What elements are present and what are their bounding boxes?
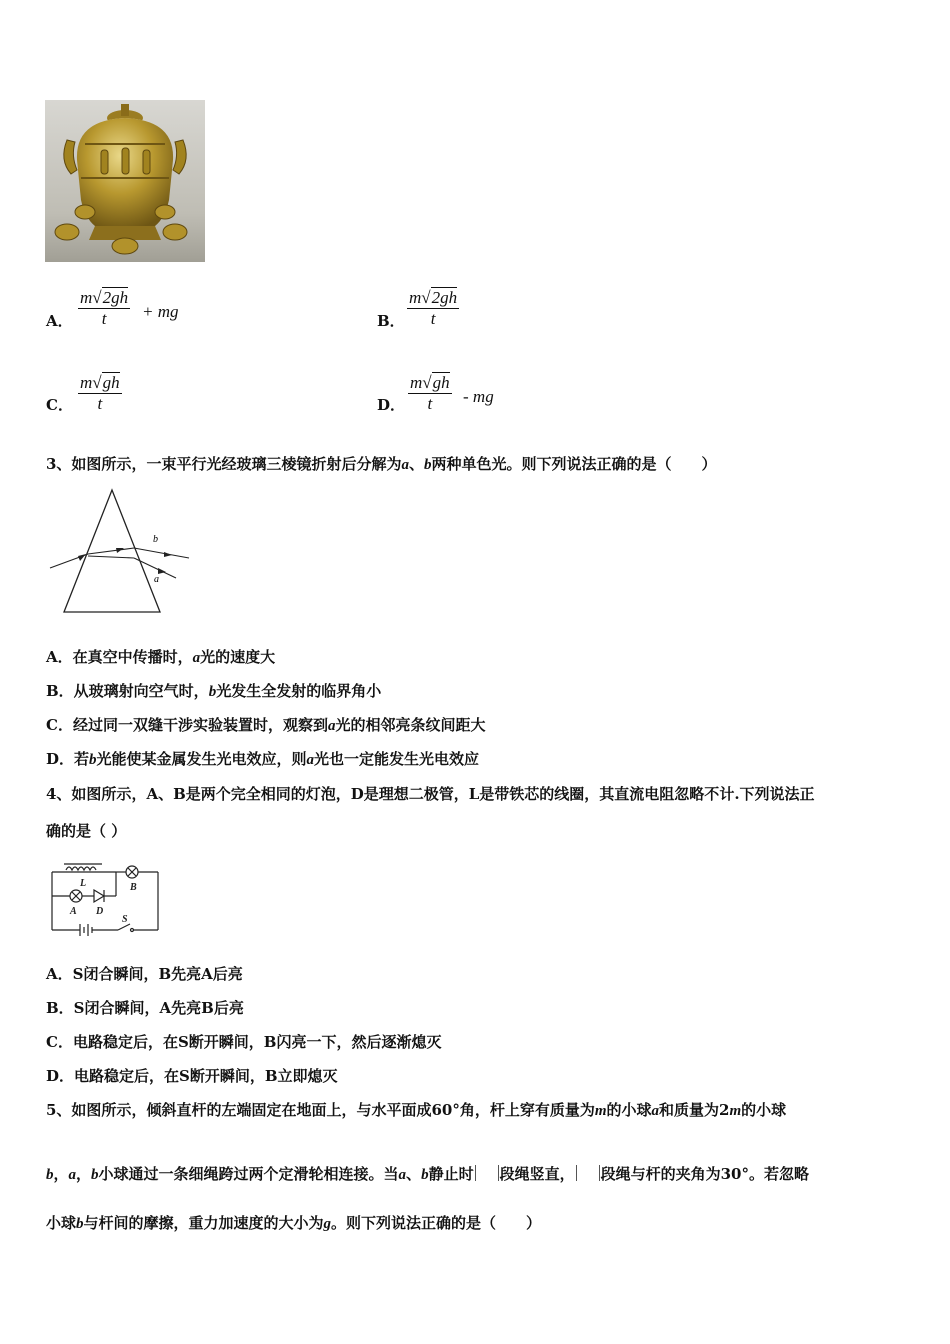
q3-stem — [46, 453, 716, 474]
q5-l2-comma: ， — [53, 1165, 69, 1183]
seismograph-photo — [45, 100, 205, 262]
q2-option-a-fraction: $\frac{m√2gh}{t}$ — [80, 288, 129, 328]
q5-l2-t1: 小球通过一条细绳跨过两个定滑轮相连接。当 — [98, 1165, 399, 1183]
q3-od-pre: D．若 — [46, 750, 90, 768]
q5-l1-m2: m — [729, 1103, 742, 1119]
prism-figure — [46, 486, 196, 618]
q3-oc-var: a — [327, 718, 336, 734]
q3-oa-post: 光的速度大 — [200, 648, 276, 666]
q2-option-d-label: D． — [377, 396, 406, 414]
q3-option-c — [46, 714, 485, 735]
q3-option-b — [46, 680, 381, 701]
circuit-figure — [46, 856, 166, 938]
q5-l3-b: b — [76, 1216, 84, 1232]
q3-var-a: a — [401, 457, 409, 473]
q3-oc-post: 光的相邻亮条纹间距大 — [335, 716, 486, 734]
q5-l2-t2: 静止时 — [428, 1165, 474, 1183]
q5-l2-t3: 段绳竖直， — [499, 1165, 575, 1183]
q5-l3-mid: 与杆间的摩擦，重力加速度的大小为 — [83, 1214, 324, 1232]
q2-option-b-label: B． — [377, 312, 405, 330]
q5-l3-pre: 小球 — [46, 1214, 77, 1232]
prism-label-b: b — [153, 534, 158, 545]
q5-l1-pre: 5、如图所示，倾斜直杆的左端固定在地面上，与水平面成60°角，杆上穿有质量为 — [46, 1101, 595, 1119]
q2-c-den: t — [97, 394, 103, 413]
q2-b-rad: 2gh — [431, 288, 458, 307]
circuit-label-a: A — [70, 906, 77, 917]
q3-ob-post: 光发生全发射的临界角小 — [216, 682, 382, 700]
q4-option-c: C．电路稳定后，在S断开瞬间，B闪亮一下，然后逐渐熄灭 — [46, 1033, 442, 1051]
q5-l2-t4: 段绳与杆的夹角为30°。若忽略 — [600, 1165, 809, 1183]
q3-oa-var: a — [192, 650, 201, 666]
q3-option-d — [46, 748, 479, 769]
q5-line3 — [46, 1212, 541, 1233]
q5-l2-b: b — [46, 1167, 54, 1183]
q5-l1-mid: 的小球 — [606, 1101, 652, 1119]
q5-l1-mid2: 和质量为2 — [659, 1101, 730, 1119]
q3-stem-pre: 3、如图所示，一束平行光经玻璃三棱镜折射后分解为 — [46, 455, 402, 473]
q4-stem-line2: 确的是（ ） — [46, 822, 127, 840]
circuit-label-l: L — [80, 878, 87, 889]
q4-option-d: D．电路稳定后，在S断开瞬间，B立即熄灭 — [46, 1067, 338, 1085]
q2-b-den: t — [430, 309, 436, 328]
q2-option-a-label: A． — [46, 312, 73, 330]
q2-option-d-tail: - mg — [463, 387, 494, 406]
q5-line1 — [46, 1099, 786, 1120]
q3-ob-var: b — [208, 684, 217, 700]
q2-d-den: t — [427, 394, 433, 413]
q5-l2-a: a — [68, 1167, 77, 1183]
q2-c-rad: gh — [102, 373, 120, 392]
q5-l1-m: m — [594, 1103, 607, 1119]
q2-a-den: t — [101, 309, 107, 328]
q3-var-b: b — [423, 457, 432, 473]
q5-l2-a2: a — [398, 1167, 407, 1183]
q2-option-b-fraction: $\frac{m√2gh}{t}$ — [409, 288, 458, 328]
q2-option-c-label: C． — [46, 396, 73, 414]
q2-d-rad: gh — [432, 373, 450, 392]
q5-l1-a: a — [651, 1103, 660, 1119]
q5-l3-g: g — [323, 1216, 332, 1232]
q3-od-post2: 光也一定能发生光电效应 — [314, 750, 480, 768]
q3-oc-pre: C．经过同一双缝干涉实验装置时，观察到 — [46, 716, 328, 734]
missing-glyph-icon — [576, 1165, 600, 1181]
q2-option-a-tail: + mg — [142, 302, 179, 321]
q3-option-a — [46, 646, 275, 667]
q4-option-a: A．S闭合瞬间，B先亮A后亮 — [46, 965, 243, 983]
q3-sep: 、 — [408, 455, 424, 473]
q2-option-c-fraction: $\frac{m√gh}{t}$ — [80, 373, 120, 413]
prism-label-a: a — [154, 574, 159, 585]
q5-l1-post: 的小球 — [741, 1101, 787, 1119]
q5-l2-b3: b — [421, 1167, 429, 1183]
q4-option-b: B．S闭合瞬间，A先亮B后亮 — [46, 999, 244, 1017]
q4-stem-line1: 4、如图所示，A、B是两个完全相同的灯泡，D是理想二极管，L是带铁芯的线圈，其直流电阻忽略不计.下列说法正 — [46, 785, 815, 803]
circuit-label-s: S — [122, 914, 128, 925]
q3-ob-pre: B．从玻璃射向空气时， — [46, 682, 209, 700]
q5-l2-b2: b — [91, 1167, 99, 1183]
q5-line2 — [46, 1163, 809, 1184]
q5-l2-sep: 、 — [406, 1165, 422, 1183]
q2-option-d-fraction: $\frac{m√gh}{t}$ — [410, 373, 450, 413]
q2-a-rad: 2gh — [102, 288, 129, 307]
q2-d-num: m — [410, 373, 423, 392]
q3-od-post: 光能使某金属发生光电效应，则 — [96, 750, 307, 768]
q2-c-num: m — [80, 373, 93, 392]
q3-od-var: b — [89, 752, 97, 768]
q3-stem-post: 两种单色光。则下列说法正确的是（ ） — [431, 455, 717, 473]
q5-l3-post: 。则下列说法正确的是（ ） — [331, 1214, 542, 1232]
q3-oa-pre: A．在真空中传播时， — [46, 648, 193, 666]
q5-l2-comma2: ， — [76, 1165, 92, 1183]
circuit-label-b: B — [130, 882, 137, 893]
q2-a-num: m — [80, 288, 93, 307]
circuit-label-d: D — [96, 906, 104, 917]
q2-b-num: m — [409, 288, 422, 307]
q3-od-var2: a — [306, 752, 315, 768]
missing-glyph-icon — [475, 1165, 499, 1181]
